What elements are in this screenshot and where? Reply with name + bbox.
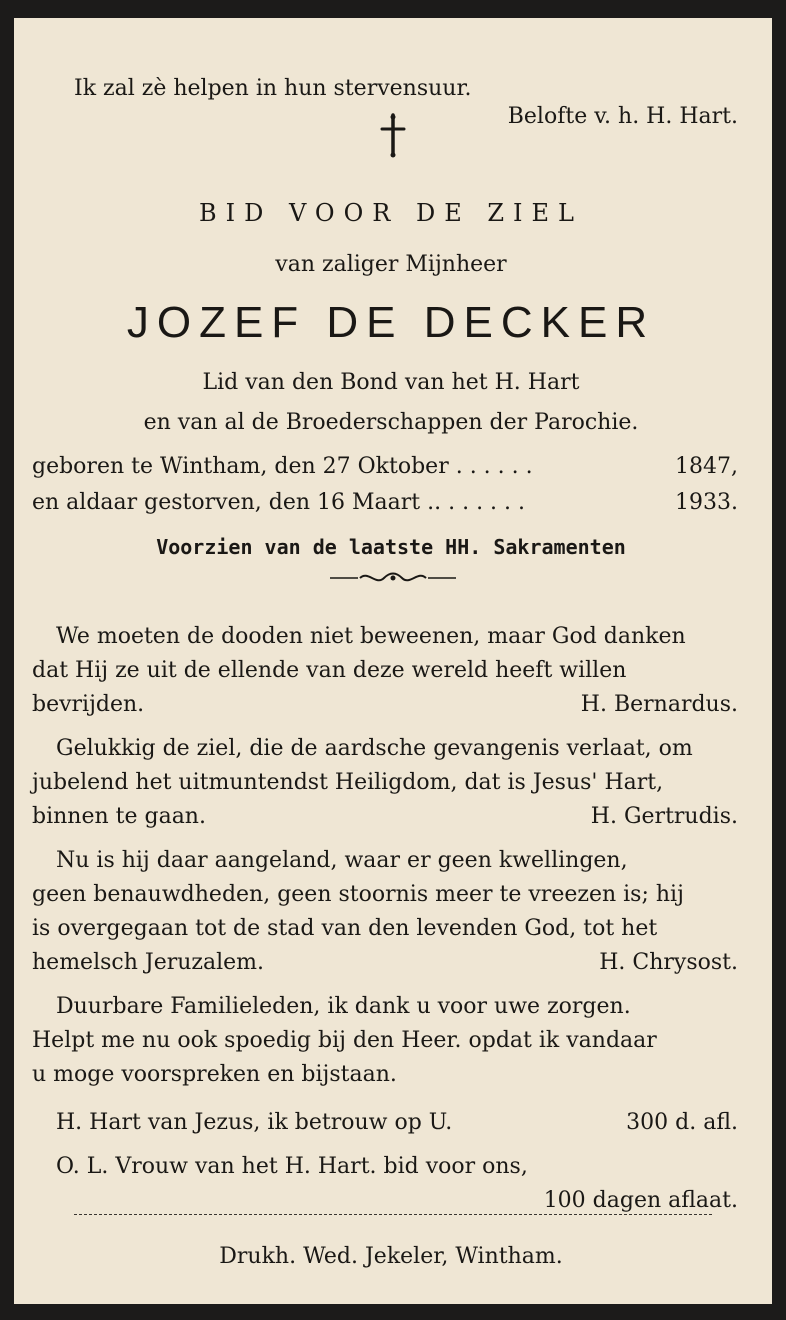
ornament-divider (328, 570, 458, 586)
family-line-1: Duurbare Familieleden, ik dank u voor uwe zorgen. (56, 994, 631, 1019)
death-row (32, 488, 738, 518)
quote-1-line-1: We moeten de dooden niet beweenen, maar God danken (56, 624, 686, 649)
epigraph-source: Belofte v. h. H. Hart. (507, 104, 738, 129)
quote-2-author: H. Gertrudis. (590, 804, 738, 829)
divider-rule (74, 1214, 712, 1215)
prayer-2-indulgence: 100 dagen aflaat. (543, 1188, 738, 1213)
quote-3-author: H. Chrysost. (599, 950, 738, 975)
heading: BID VOOR DE ZIEL (199, 199, 583, 227)
quote-3-last (32, 948, 738, 978)
family-line-3: u moge voorspreken en bijstaan. (32, 1062, 397, 1087)
prayer-2-text: O. L. Vrouw van het H. Hart. bid voor ons, (56, 1154, 528, 1179)
quote-3-line-3: is overgegaan tot de stad van den levenden God, tot het (32, 916, 658, 941)
quote-3-line-2: geen benauwdheden, geen stoornis meer te vreezen is; hij (32, 882, 684, 907)
death-year: 1933. (675, 490, 738, 515)
prayer-1-indulgence: 300 d. afl. (626, 1110, 738, 1135)
card-paper (14, 18, 772, 1304)
quote-1-last-text: bevrijden. (32, 692, 145, 717)
deceased-name: JOZEF DE DECKER (126, 298, 656, 347)
membership-2: en van al de Broederschappen der Parochie. (143, 410, 639, 435)
quote-2-last-text: binnen te gaan. (32, 804, 206, 829)
quote-3-last-text: hemelsch Jeruzalem. (32, 950, 265, 975)
quote-1-last (32, 690, 738, 720)
epigraph-text: Ik zal zè helpen in hun stervensuur. (74, 76, 472, 101)
printer: Drukh. Wed. Jekeler, Wintham. (219, 1244, 563, 1269)
quote-1-author: H. Bernardus. (580, 692, 738, 717)
quote-3-line-1: Nu is hij daar aangeland, waar er geen kwellingen, (56, 848, 628, 873)
sacraments: Voorzien van de laatste HH. Sakramenten (156, 535, 626, 559)
birth-year: 1847, (675, 454, 738, 479)
death-text: en aldaar gestorven, den 16 Maart .. . . . . . . (32, 490, 526, 515)
birth-text: geboren te Wintham, den 27 Oktober . . . . . . (32, 454, 533, 479)
cross-icon (378, 113, 408, 159)
subheading: van zaliger Mijnheer (275, 252, 507, 277)
prayer-1-text: H. Hart van Jezus, ik betrouw op U. (56, 1110, 453, 1135)
membership-1: Lid van den Bond van het H. Hart (202, 370, 580, 395)
quote-2-line-2: jubelend het uitmuntendst Heiligdom, dat is Jesus' Hart, (32, 770, 664, 795)
prayer-1 (56, 1108, 738, 1138)
family-line-2: Helpt me nu ook spoedig bij den Heer. opdat ik vandaar (32, 1028, 657, 1053)
quote-2-last (32, 802, 738, 832)
birth-row (32, 452, 738, 482)
quote-1-line-2: dat Hij ze uit de ellende van deze wereld heeft willen (32, 658, 627, 683)
quote-2-line-1: Gelukkig de ziel, die de aardsche gevangenis verlaat, om (56, 736, 693, 761)
